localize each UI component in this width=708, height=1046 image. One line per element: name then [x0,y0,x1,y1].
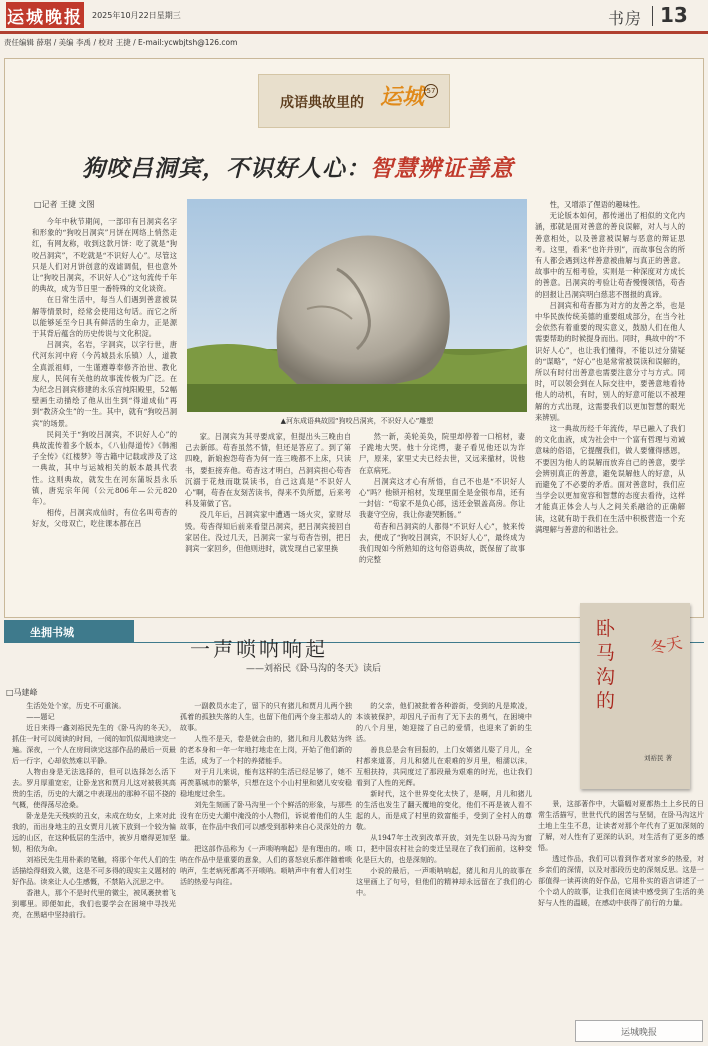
paragraph: 没几年后，吕洞宾家中遭遇一场火灾，家财尽毁。苟杳得知后前来看望吕洞宾，把吕洞宾接回自家居住。没过几天，吕洞宾一家与苟杳告别，把吕洞宾一家回乡，但他则进时，就发现自己家里换 [185,510,351,554]
paragraph: 小说的最后，一声唢呐响起，猪儿和月儿的故事在这里画上了句号，但他们的精神却永远留在了我们的心中。 [356,866,532,897]
section-separator [652,6,653,26]
masthead [0,0,708,58]
paragraph: 从1947年土改到改革开放，刘先生以卧马沟为窗口，把中国农村社会的变迁呈现在了我们面前，这种变化是巨大的，也是深刻的。 [356,833,532,864]
paragraph: 透过作品，我们可以看到作者对家乡的热爱，对乡亲们的深情，以及对那段历史的深刻反思。这是一部值得一读再读的好作品，它用朴实的语言讲述了一个个动人的故事，让我们在阅读中感受到了生活的美好与人性的温暖，在感动中获得了前行的力量。 [538,854,704,907]
paragraph: 今年中秋节期间，一部印有吕洞宾名字和形象的“狗咬吕洞宾”月饼在网络上悄然走红，有网友称，收到这款月饼：吃了就是“狗咬吕洞宾”，不吃就是“不识好人心”。尽管这只是人们对月饼创意的戏谑调侃，但也意外让“狗咬吕洞宾，不识好人心”这句流传千年的典故，成为节日里一番特殊的文化谈资。 [32,217,177,294]
paragraph: 善良总是会有回报的，上门女婿猪儿娶了月儿，全村都来道喜，月儿和猪儿在艰难的岁月里，相濡以沫，互相扶持，共同度过了那段最为艰难的时光，也让我们看到了人性的光辉。 [356,745,532,787]
issue-date: 2025年10月22日星期三 [92,11,181,20]
article-1-column-2 [185,431,351,593]
book-author: 刘裕民 著 [644,754,673,762]
paragraph: 性，又增添了俚语的趣味性。 [549,200,645,209]
paragraph: 家。吕洞宾为其寻要成家，但提出头三晚由自己去新郎。苟杳虽然不情，但还是答应了。到了第四晚，新娘抱怨苟杳为何一连三晚都不上床，只读书，要拒接弃他。苟杳这才明白，吕洞宾担心苟杳沉溺于花烛而耽误读书，自己这真是“不识好人心”啊，苟杳在友刻苦读书，得来不负所愿，后来考科及第做了官。 [185,432,351,509]
watermark: 运城晚报 [575,1020,703,1042]
paragraph: 人性不是天，卷是就会由的，猪儿和月儿教姑为终的老本身和一年一年地打地走在上岗，开始了他们新的生活，成为了一个村的养猪能手。 [180,734,352,765]
book-title: 卧马沟的 [596,618,616,712]
paragraph: 人物由身是无法选择的，但可以选择怎么活下去。罗月厚重宽宏，让卧龙宫和贾月儿这对被极其高贵的生活，历史的大潮之中表现出的那种不屈不挠的气概，使得荡尽沧桑。 [12,767,176,809]
article-1-byline: □记者 王捷 文图 [34,200,95,209]
paragraph: 新时代，这个世界变化太快了，是啊，月儿和猪儿的生活也发生了翻天覆地的变化，他们不再是被人看不起的人，而是成了村里的致富能手，受到了全村人的尊敬。 [356,789,532,831]
headline-part-c: 智慧辨证善意 [370,156,514,182]
paragraph: 苟杳和吕洞宾的人都得“不识好人心”，彼来传去，便成了“狗咬吕洞宾，不识好人心”，最终成为我们现如今所熟知的这句俗语典故，既保留了故事的完整 [359,521,525,565]
paragraph: 卧龙是先天残疾的丑女，未成在幼女，上来对此我的，而出身地主的丑女贾月儿被下放到一个较为偏远的山区，在这种低层的生活中，被岁月磨得更加坚韧，相依为命。 [12,811,176,853]
article-2-column-1 [12,700,176,1042]
paragraph: 近日来得一鑫刘裕民先生的《卧马沟的冬天》，抓住一时可以阅读的时间，一阅的如饥似渴地读完一遍。深夜，一个人在房间读完这部作品的最后一页最后一行字，心却依然难以平静。 [12,723,176,765]
article-2-title: 一声唢呐响起 [190,637,328,661]
paragraph: 吕洞宾和苟杳都为对方的友善之举，也是中华民族传统美德的重要组成部分，在当今社会依然有着重要的现实意义，鼓励人们在他人需要帮助的时候提身而出。同时，典故中的“不识好人心”，也让我们懂得，不能以过分猜疑的“谋略”，“好心”也是常常被误读和误解的，所以有时付出善意也需要注意分寸与方式。同时，可以领会到在人际交往中，要善意地看待他人的动机，有时，别人的好意可能以不被理解的方式出现，这需要我们以更加智慧的眼光来辨别。 [535,300,685,422]
article-1-lower-columns [185,431,525,593]
page-number: 13 [660,3,688,27]
paragraph: 无论版本如何，都传递出了相似的文化内涵，那就是面对善意的善良误解，对人与人的善意相处，以及善意被误解与恶意的辩证思考。这里，看来“也许并别”，而故事包含的所有人都会遇到这样善意被曲解与真正的善意。故事中的互相考验，实则是一种深度对方成长的善意。吕洞宾的考验让苟杳慢慢领悟，苟杳的回报让吕洞宾明白慈悲不图报的真谛。 [535,211,685,299]
article-2-column-3 [356,700,532,1042]
editors-line: 责任编辑 薛琚 / 美编 李禹 / 校对 王捷 / E-mail:ycwbjtsh@126.com [4,38,238,47]
section-name: 书房 [608,9,643,28]
article-2-column-2 [180,700,352,1042]
paragraph: 相传，吕洞宾成仙时，有位名叫苟杳的好友，父母双亡，吃住课本都在吕 [32,508,177,529]
headline-part-b: 不识好人心： [226,156,370,182]
article-1-column-3 [359,431,525,593]
article-2-byline: □马建峰 [6,688,38,697]
paragraph: ——题记 [26,712,55,721]
paragraph: 刘裕民先生用朴素的笔触，将那个年代人们的生活描绘得细致入微，这是不可多得的现实主义题材的好作品。读来让人心生感慨，不禁陷入沉思之中。 [12,855,176,886]
paragraph: 吕洞宾，名岩，字洞宾，以字行世，唐代河东河中府（今芮城县永乐镇）人，道教全真派祖师，一生谨遵尊奉修齐治世、教化度人，民间有关他的故事流传极为广泛。在为纪念吕洞宾修建的永乐宫纯阳殿里，52幅壁画生动描绘了他从出生到“得道成仙”再到“教济众生”的一生。其中，就有“狗咬吕洞宾”的场景。 [32,340,177,428]
paragraph: 刘先生刻画了卧马沟里一个个鲜活的形象，与那些没有在历史大潮中淹没的小人物们，诉说着他们的人生故事，在作品中我们可以感受到那种来自心灵深处的力量。 [180,800,352,842]
article-2-subtitle: ——刘裕民《卧马沟的冬天》读后 [246,664,382,674]
article-1-headline [82,150,514,183]
column-issue-badge: 57 [424,84,438,98]
paragraph: 生活处处个家，历史不可重演。 [26,701,126,710]
headline-part-a: 狗咬吕洞宾， [82,156,226,182]
section-label: 坐拥书城 [30,626,74,639]
sculpture-photo [187,199,527,412]
photo-caption: ▲河东成语典故园“狗咬吕洞宾，不识好人心”雕塑 [280,417,434,425]
article-1-column-1 [32,216,177,543]
paragraph: 民间关于“狗咬吕洞宾，不识好人心”的典故流传着多个版本，《八仙得道传》《韩湘子全传》《红楼梦》等古籍中记载或涉及了这一典故，其中与运城相关的版本最具代表性。这则典故，就发生在河东蒲坂县永乐镇，唐宪宗年间（公元806年—公元820年）。 [32,429,177,507]
column-banner-accent: 运城 [380,84,425,110]
paragraph: 对于月儿来说，能有这样的生活已经足够了，她不再羡慕城市的繁华，只想在这个小山村里和猪儿安安稳稳地度过余生。 [180,767,352,798]
paragraph: 一副教员水走了，留下的只有猪儿和贾月儿两个独孤着的孤独失落的人生，也留下他们两个身主那动人的故事。 [180,701,352,732]
paragraph: 景，这部著作中，大篇幅对夏都热土上乡民的日常生活描写，世世代代的困苦与坚韧，在卧马沟这片土地上生生不息，让读者对那个年代有了更加深刻的了解，对人性有了更深的认识，对生活有了更多的感悟。 [538,799,704,852]
paragraph: 把这部作品称为《一声唢呐响起》是有理由的。唢呐在作品中是重要的意象，人们的喜怒哀乐都伴随着唢呐声，生老病死都离不开唢呐。唢呐声中有着人们对生活的热爱与向往。 [180,844,352,886]
book-cover [580,603,690,789]
newspaper-logo: 运城晚报 [6,2,84,28]
masthead-rule [0,31,708,34]
article-2-column-4 [538,798,704,1042]
paragraph: 这一典故历经千年流传，早已融入了我们的文化血液，成为社会中一个富有哲理与劝诫意味的俗语，它提醒我们，做人要懂得感恩，不要因为他人的误解而放弃自己的善意，要学会辨别真正的善意，避免误解他人的好意，从而避免了不必要的矛盾。面对善意时，我们应当学会以更加宽容和智慧的态度去看待，这样才能真正体会人与人之间关系融洽的正确解读，这就有助于我们在生活中积极营造一个充满理解与善意的和谐社会。 [535,424,685,534]
paragraph: 在日常生活中，每当人们遇到善意被误解等情景时，经常会使用这句话。而它之所以能够延至今日具有鲜活的生命力，正是源于其背后蕴含的历史传说与文化积淀。 [32,295,177,339]
paragraph: 的父亲，他们被批着各种游街，受到的凡是欺凌，本该被保护，却因凡子而有了无下去的勇气，在困境中的八个月里，她迎接了自己的爱情，也迎来了新的生活。 [356,701,532,743]
book-title-accent: 冬天 [648,632,684,659]
paragraph: 香港人，那个不是时代里的微尘，被风裹挟着飞到哪里。即便如此，我们也要学会在困境中寻找光亮，在黑暗中坚持前行。 [12,888,176,919]
paragraph: 然一新，美轮美奂，院里却停着一口棺材，妻子跪地大哭。他十分诧愕，妻子看见他还以为诈尸，原来，家里丈夫已经去世，又远来撤材，说他在京病死。 [359,432,525,475]
article-1-column-4 [535,199,685,549]
paragraph: 吕洞宾这才心有所悟，自己不也是“不识好人心”吗？他锁开棺材，发现里面全是金银布帛，还有一封信：“苟家不是负心郎，送还金银盖高房。你让我妻守空房，我让你妻哭断肠。” [359,476,525,520]
column-banner-text: 成语典故里的 [280,95,364,111]
